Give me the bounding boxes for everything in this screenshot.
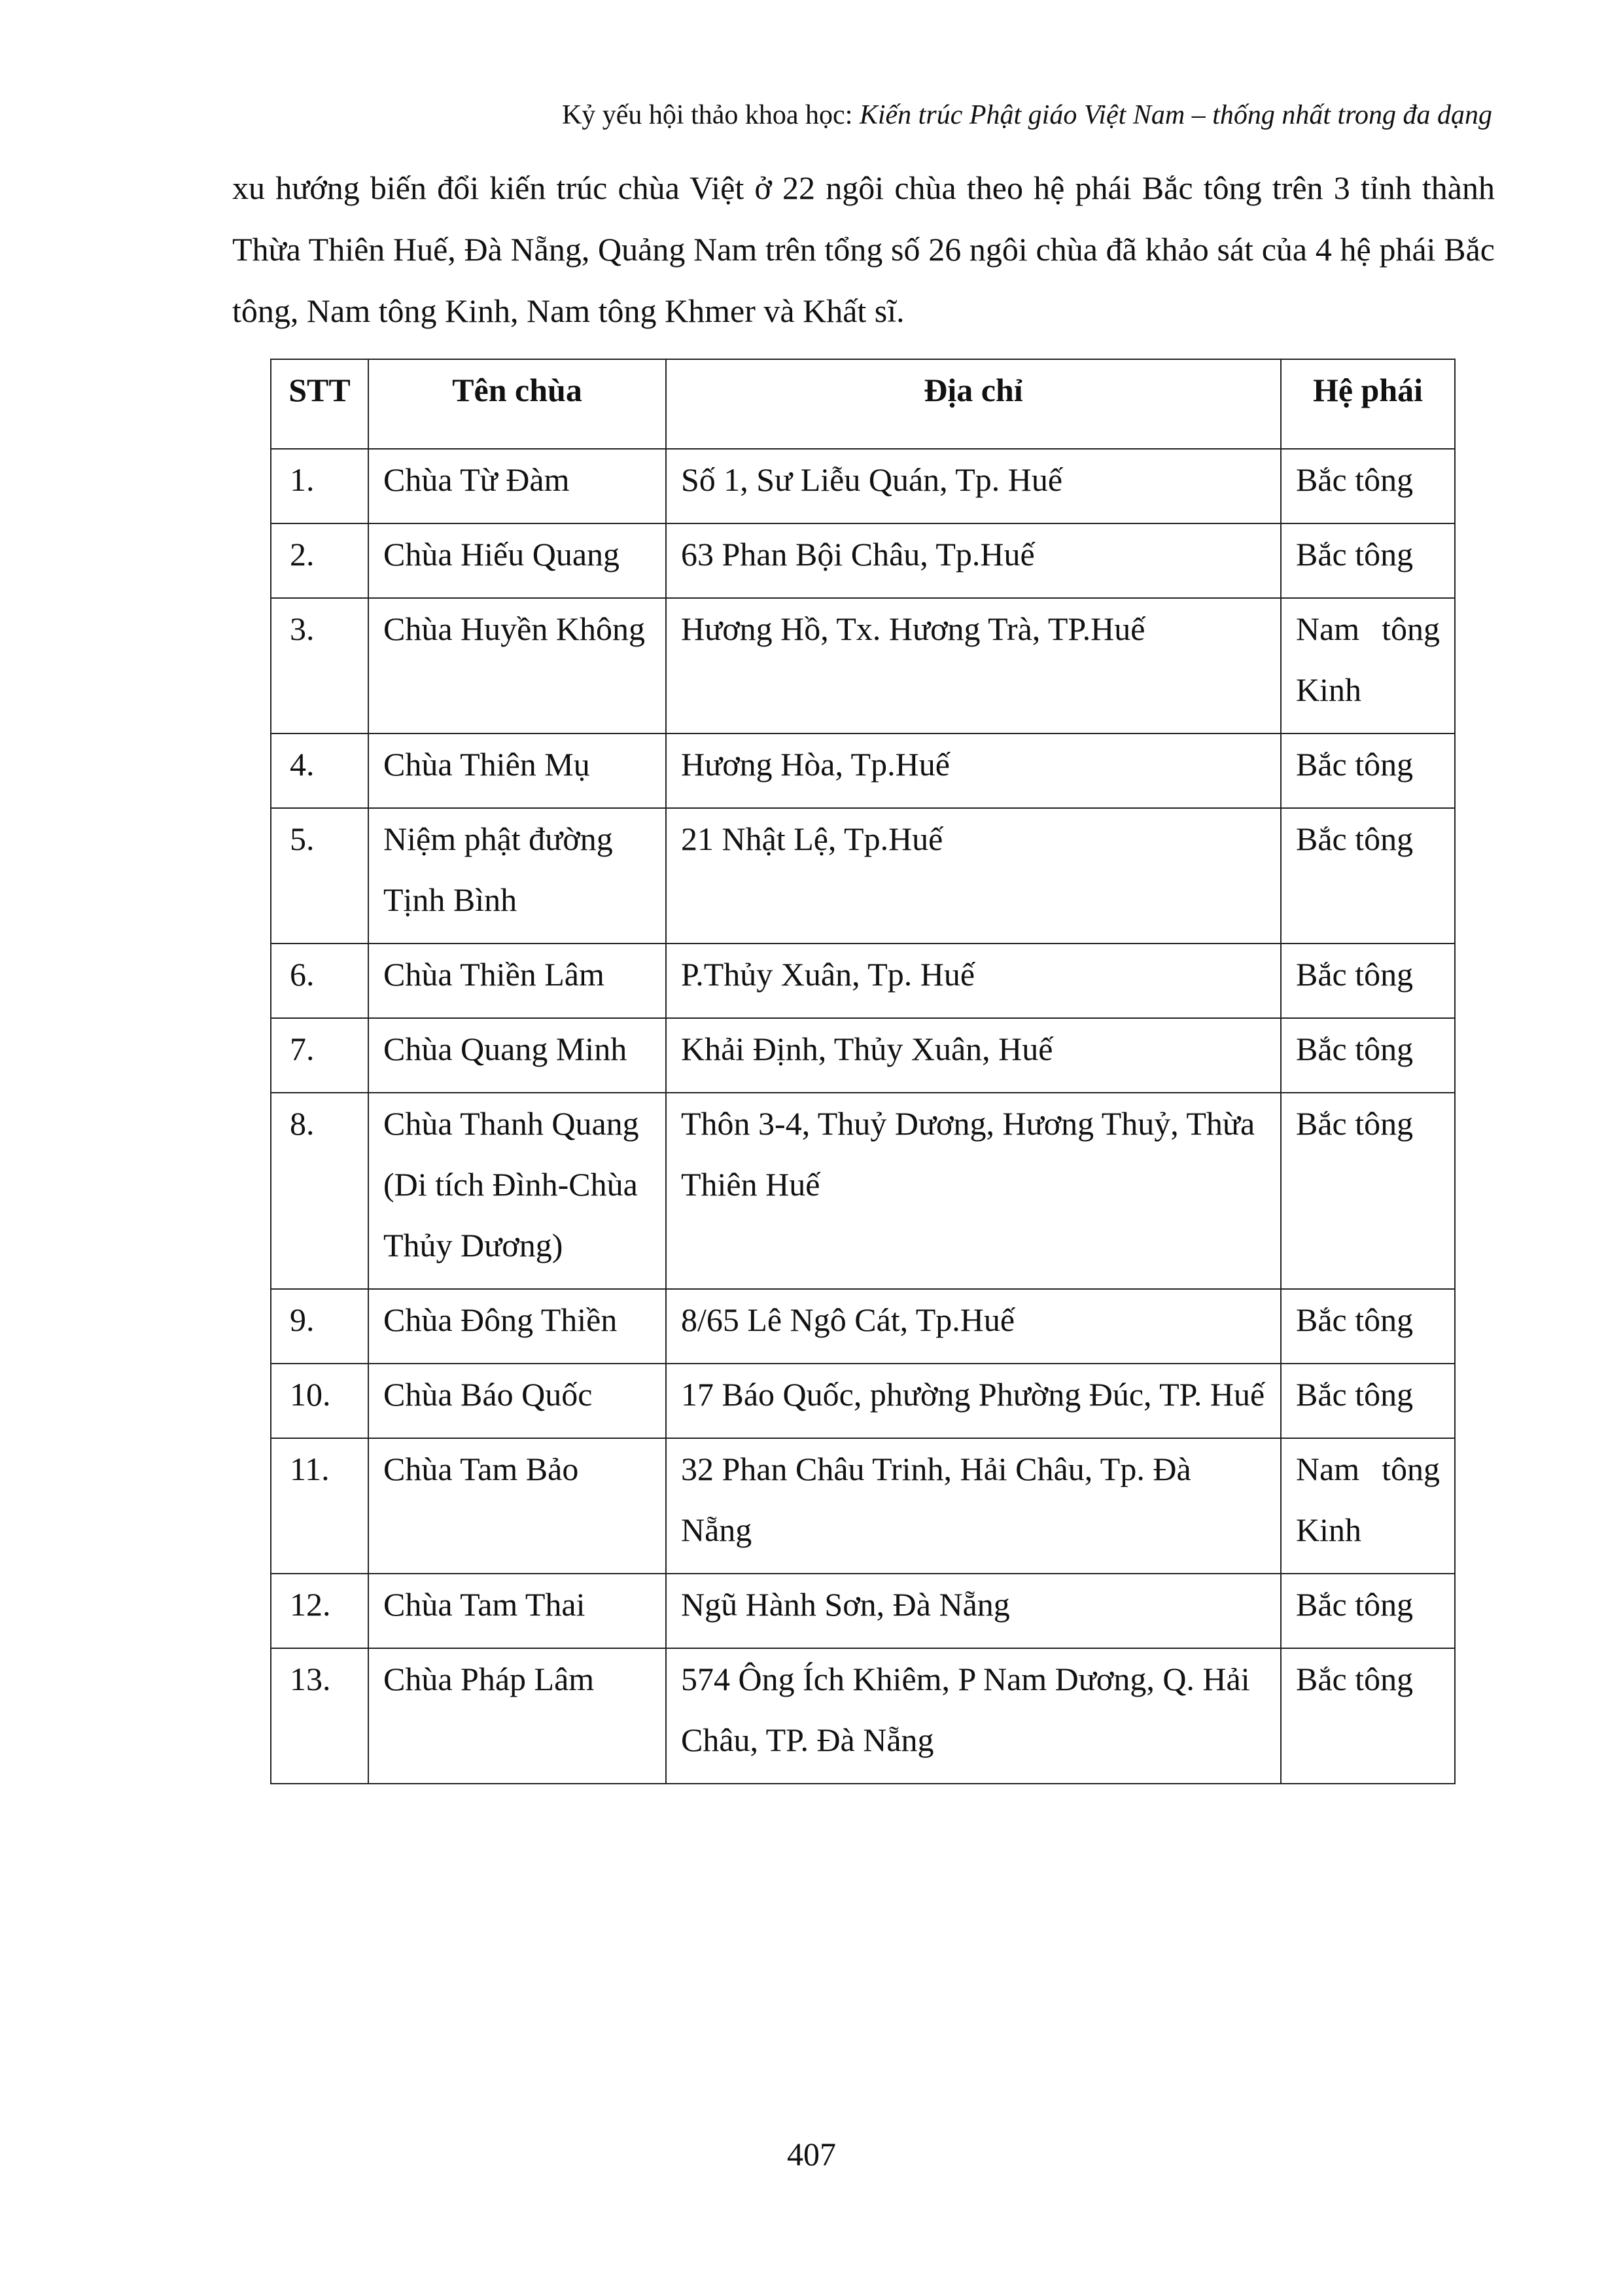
table-row xyxy=(271,598,1455,733)
row-number-cell: 10. xyxy=(271,1364,368,1438)
running-header-title: Kiến trúc Phật giáo Việt Nam – thống nhất trong đa dạng xyxy=(859,100,1492,130)
running-header-prefix: Kỷ yếu hội thảo khoa học: xyxy=(561,100,860,130)
temple-sect-cell: Bắc tông xyxy=(1281,1574,1455,1648)
temple-sect-cell: Bắc tông xyxy=(1281,1648,1455,1784)
row-number-cell: 2. xyxy=(271,523,368,598)
table-row xyxy=(271,1438,1455,1574)
temple-sect-cell: Bắc tông xyxy=(1281,1289,1455,1364)
table-body xyxy=(271,449,1455,1784)
temple-sect-cell: Bắc tông xyxy=(1281,808,1455,944)
row-number-cell: 1. xyxy=(271,449,368,523)
temple-address-cell: 574 Ông Ích Khiêm, P Nam Dương, Q. Hải Châu, TP. Đà Nẵng xyxy=(666,1648,1281,1784)
temple-table xyxy=(270,359,1456,1784)
row-number-cell: 6. xyxy=(271,944,368,1018)
temple-name-cell: Chùa Quang Minh xyxy=(368,1018,666,1093)
temple-address-cell: 21 Nhật Lệ, Tp.Huế xyxy=(666,808,1281,944)
temple-name-cell: Chùa Tam Bảo xyxy=(368,1438,666,1574)
table-row xyxy=(271,1364,1455,1438)
temple-name-cell: Chùa Hiếu Quang xyxy=(368,523,666,598)
table-row xyxy=(271,1018,1455,1093)
table-header-row xyxy=(271,359,1455,449)
row-number-cell: 7. xyxy=(271,1018,368,1093)
temple-address-cell: Thôn 3-4, Thuỷ Dương, Hương Thuỷ, Thừa Thiên Huế xyxy=(666,1093,1281,1289)
temple-address-cell: Số 1, Sư Liễu Quán, Tp. Huế xyxy=(666,449,1281,523)
column-header-address: Địa chỉ xyxy=(666,359,1281,449)
temple-name-cell: Niệm phật đường Tịnh Bình xyxy=(368,808,666,944)
temple-address-cell: Ngũ Hành Sơn, Đà Nẵng xyxy=(666,1574,1281,1648)
table-row xyxy=(271,1648,1455,1784)
temple-sect-cell: Bắc tông xyxy=(1281,1018,1455,1093)
row-number-cell: 8. xyxy=(271,1093,368,1289)
temple-sect-cell: Bắc tông xyxy=(1281,733,1455,808)
intro-paragraph: xu hướng biến đổi kiến trúc chùa Việt ở 22 ngôi chùa theo hệ phái Bắc tông trên 3 tỉnh thành Thừa Thiên Huế, Đà Nẵng, Quảng Nam trên tổng số 26 ngôi chùa đã khảo sát của 4 hệ phái Bắc tông, Nam tông Kinh, Nam tông Khmer và Khất sĩ. xyxy=(232,169,1495,329)
table-row xyxy=(271,808,1455,944)
row-number-cell: 5. xyxy=(271,808,368,944)
temple-sect-cell: Nam tông Kinh xyxy=(1281,1438,1455,1574)
temple-name-cell: Chùa Đông Thiền xyxy=(368,1289,666,1364)
row-number-cell: 13. xyxy=(271,1648,368,1784)
temple-address-cell: Khải Định, Thủy Xuân, Huế xyxy=(666,1018,1281,1093)
column-header-sect: Hệ phái xyxy=(1281,359,1455,449)
temple-address-cell: 63 Phan Bội Châu, Tp.Huế xyxy=(666,523,1281,598)
row-number-cell: 3. xyxy=(271,598,368,733)
temple-address-cell: Hương Hồ, Tx. Hương Trà, TP.Huế xyxy=(666,598,1281,733)
temple-sect-cell: Bắc tông xyxy=(1281,449,1455,523)
table-row xyxy=(271,1093,1455,1289)
column-header-name: Tên chùa xyxy=(368,359,666,449)
table-row xyxy=(271,1574,1455,1648)
running-header xyxy=(562,97,1492,133)
temple-address-cell: Hương Hòa, Tp.Huế xyxy=(666,733,1281,808)
temple-sect-cell: Bắc tông xyxy=(1281,1093,1455,1289)
row-number-cell: 12. xyxy=(271,1574,368,1648)
temple-name-cell: Chùa Pháp Lâm xyxy=(368,1648,666,1784)
temple-name-cell: Chùa Huyền Không xyxy=(368,598,666,733)
temple-address-cell: P.Thủy Xuân, Tp. Huế xyxy=(666,944,1281,1018)
table-row xyxy=(271,1289,1455,1364)
temple-address-cell: 32 Phan Châu Trinh, Hải Châu, Tp. Đà Nẵng xyxy=(666,1438,1281,1574)
temple-address-cell: 17 Báo Quốc, phường Phường Đúc, TP. Huế xyxy=(666,1364,1281,1438)
row-number-cell: 4. xyxy=(271,733,368,808)
table-row xyxy=(271,523,1455,598)
temple-address-cell: 8/65 Lê Ngô Cát, Tp.Huế xyxy=(666,1289,1281,1364)
temple-name-cell: Chùa Báo Quốc xyxy=(368,1364,666,1438)
temple-name-cell: Chùa Thanh Quang (Di tích Đình-Chùa Thủy Dương) xyxy=(368,1093,666,1289)
temple-name-cell: Chùa Tam Thai xyxy=(368,1574,666,1648)
table-row xyxy=(271,944,1455,1018)
temple-name-cell: Chùa Thiên Mụ xyxy=(368,733,666,808)
temple-name-cell: Chùa Từ Đàm xyxy=(368,449,666,523)
column-header-stt: STT xyxy=(271,359,368,449)
row-number-cell: 11. xyxy=(271,1438,368,1574)
temple-name-cell: Chùa Thiền Lâm xyxy=(368,944,666,1018)
table-row xyxy=(271,449,1455,523)
temple-sect-cell: Nam tông Kinh xyxy=(1281,598,1455,733)
table-row xyxy=(271,733,1455,808)
temple-sect-cell: Bắc tông xyxy=(1281,523,1455,598)
temple-sect-cell: Bắc tông xyxy=(1281,1364,1455,1438)
temple-sect-cell: Bắc tông xyxy=(1281,944,1455,1018)
row-number-cell: 9. xyxy=(271,1289,368,1364)
page-number: 407 xyxy=(787,2136,836,2172)
